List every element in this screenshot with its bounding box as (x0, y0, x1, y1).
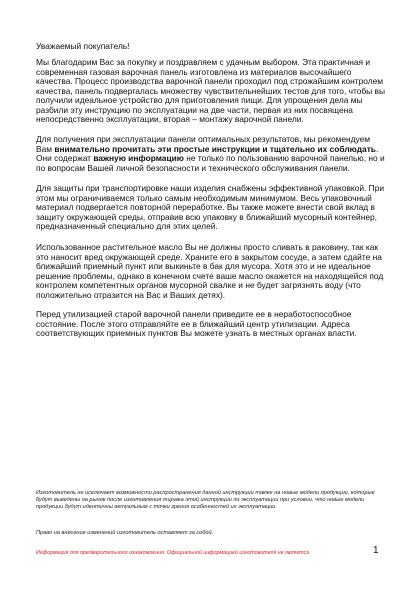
instructions-text-3: не только по пользованию варочной панелью, но и по вопросам Вашей личной безопасности и технического обслуживания панели. (36, 153, 385, 173)
instructions-text-2: . Они содержат (36, 143, 379, 164)
instructions-emphasis-1: внимательно прочитать эти простые инструкции и тщательно их соблюдать (54, 143, 376, 154)
oil-disposal-paragraph: Использованное растительное масло Вы не должны просто сливать в раковину, так как это наносит вред окружающей среде. Храните его в закрытом сосуде, а затем сдайте на ближайший приемный пункт или выкиньте в бак для мусора. Хотя это и не идеальное решение проблемы, однако в конечном счете ваше масло окажется на находящейся под контролем компетентных органов мусорной свалке и не будет загрязнять воду (что положительно отразится на Вас и Ваших детях). (36, 242, 384, 300)
instructions-paragraph (36, 135, 386, 173)
instructions-text-1: Для получения при эксплуатации панели оптимальных результатов, мы рекомендуем Вам (36, 134, 371, 154)
recycling-paragraph: Перед утилизацией старой варочной панели приведите ее в неработоспособное состояние. После этого отправляйте ее в ближайший центр утилизации. Адреса соответствующих приемных пунктов Вы можете узнать в местных органах власти. (36, 309, 357, 339)
packaging-paragraph: Для защиты при транспортировке наши изделия снабжены эффективной упаковкой. При этом мы ограничиваемся только самым необходимым минимумом. Весь упаковочный материал подвергается повторной переработке. Вы также можете внести свой вклад в защиту окружающей среды, отправив всю упаковку в ближайший мусорный контейнер, предназначенный специально для этих целей. (36, 183, 385, 232)
footnote-models: Изготовитель не исключает возможности распространения данной инструкции также на новые модели продукции, которые будут выведены на рынок после изготовления тиража этой инструкции по эксплуатации при условии, что новые модели продукции будут идентичны актуальным с точки зрения особенностей их эксплуатации. (36, 490, 375, 511)
preview-disclaimer: Информация для предварительного ознакомления. Официальной информацией изготовителя не является. (36, 550, 311, 556)
intro-paragraph: Мы благодарим Вас за покупку и поздравляем с удачным выбором. Эта практичная и современная газовая варочная панель изготовлена из материалов высочайшего качества. Процесс производства варочной панели проходил под строжайшим контролем качества, панель подвергалась множеству чувствительнейших тестов для того, чтобы вы получили идеальное устройство для приготовления пищи. Для упрощения дела мы разбили эту инструкцию по эксплуатации на две части, первая из них посвящена непосредственно эксплуатации, вторая – монтажу варочной панели. (36, 57, 385, 125)
footnote-changes: Право на внесение изменений изготовитель оставляет за собой. (36, 530, 214, 536)
page-number: 1 (373, 545, 379, 556)
instructions-emphasis-2: важную информацию (93, 153, 184, 164)
greeting-heading: Уважаемый покупатель! (36, 41, 130, 51)
